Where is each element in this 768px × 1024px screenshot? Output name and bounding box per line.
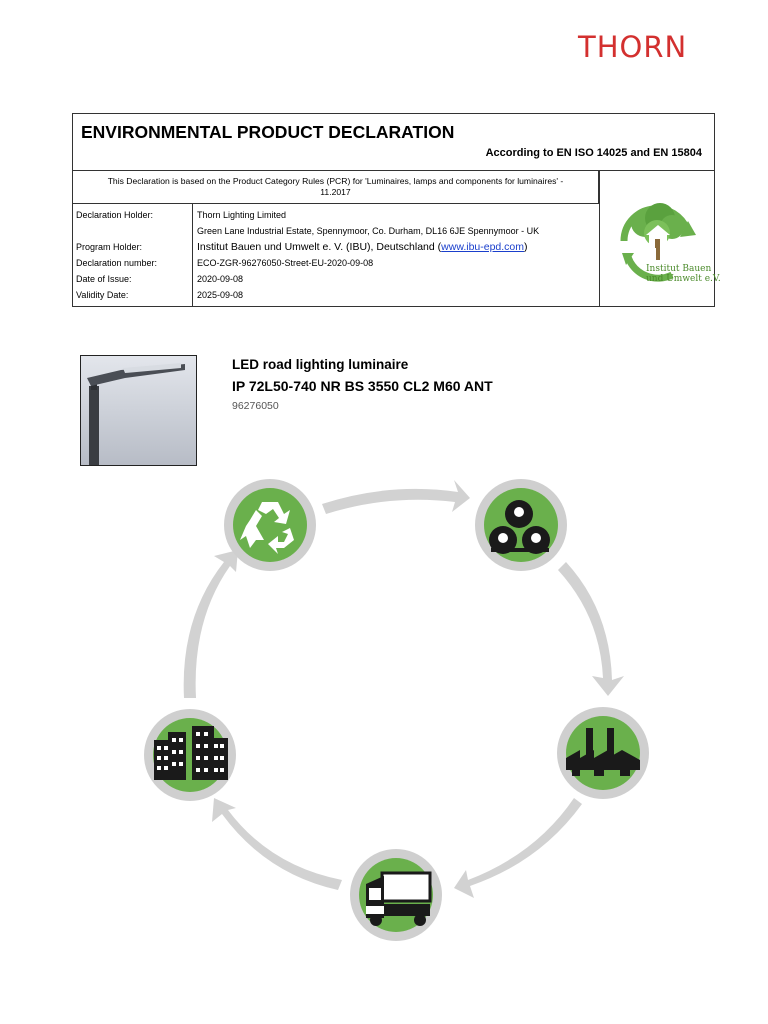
value-program — [197, 241, 528, 253]
recycling-stage — [224, 479, 316, 571]
ibu-logo-text-2: und Umwelt e.V. — [646, 274, 721, 284]
arrow-5 — [184, 550, 238, 698]
epd-title: ENVIRONMENTAL PRODUCT DECLARATION — [81, 122, 455, 142]
program-text: Institut Bauen und Umwelt e. V. (IBU), Deutschland ( — [197, 241, 442, 253]
label-issue: Date of Issue: — [76, 274, 132, 284]
arrow-1 — [322, 480, 470, 514]
column-divider — [192, 204, 193, 306]
epd-title-row — [73, 114, 714, 171]
product-name: IP 72L50-740 NR BS 3550 CL2 M60 ANT — [232, 378, 493, 394]
label-holder: Declaration Holder: — [76, 210, 154, 220]
arrow-4 — [212, 798, 342, 890]
value-issue: 2020-09-08 — [197, 274, 244, 284]
product-code: 96276050 — [232, 400, 279, 412]
declaration-info — [73, 204, 599, 306]
epd-header-table — [72, 113, 721, 307]
arrow-2 — [558, 562, 624, 696]
product-type: LED road lighting luminaire — [232, 357, 409, 372]
manufacturing-stage — [557, 707, 649, 799]
lifecycle-diagram — [0, 470, 768, 950]
label-number: Declaration number: — [76, 258, 158, 268]
label-program: Program Holder: — [76, 242, 143, 252]
use-phase-stage — [144, 709, 236, 801]
value-holder: Thorn Lighting Limited — [197, 210, 287, 220]
label-validity: Validity Date: — [76, 290, 129, 300]
program-text-end: ) — [524, 241, 528, 253]
transport-stage — [350, 849, 442, 941]
value-validity: 2025-09-08 — [197, 290, 244, 300]
value-address: Green Lane Industrial Estate, Spennymoor, Co. Durham, DL16 6JE Spennymoor - UK — [197, 226, 540, 236]
product-photo — [80, 355, 197, 466]
value-number: ECO-ZGR-96276050-Street-EU-2020-09-08 — [197, 258, 374, 268]
pcr-statement: This Declaration is based on the Product Category Rules (PCR) for 'Luminaires, lamps and components for luminaires' - 11.2017 — [73, 171, 599, 204]
raw-materials-stage — [475, 479, 567, 571]
ibu-logo — [600, 171, 721, 306]
epd-standard: According to EN ISO 14025 and EN 15804 — [485, 147, 702, 159]
ibu-link[interactable]: www.ibu-epd.com — [441, 241, 525, 253]
ibu-logo-cell — [599, 171, 721, 306]
thorn-logo: THORN — [578, 30, 688, 64]
arrow-3 — [454, 798, 582, 898]
ibu-logo-text-1: Institut Bauen — [646, 264, 712, 274]
